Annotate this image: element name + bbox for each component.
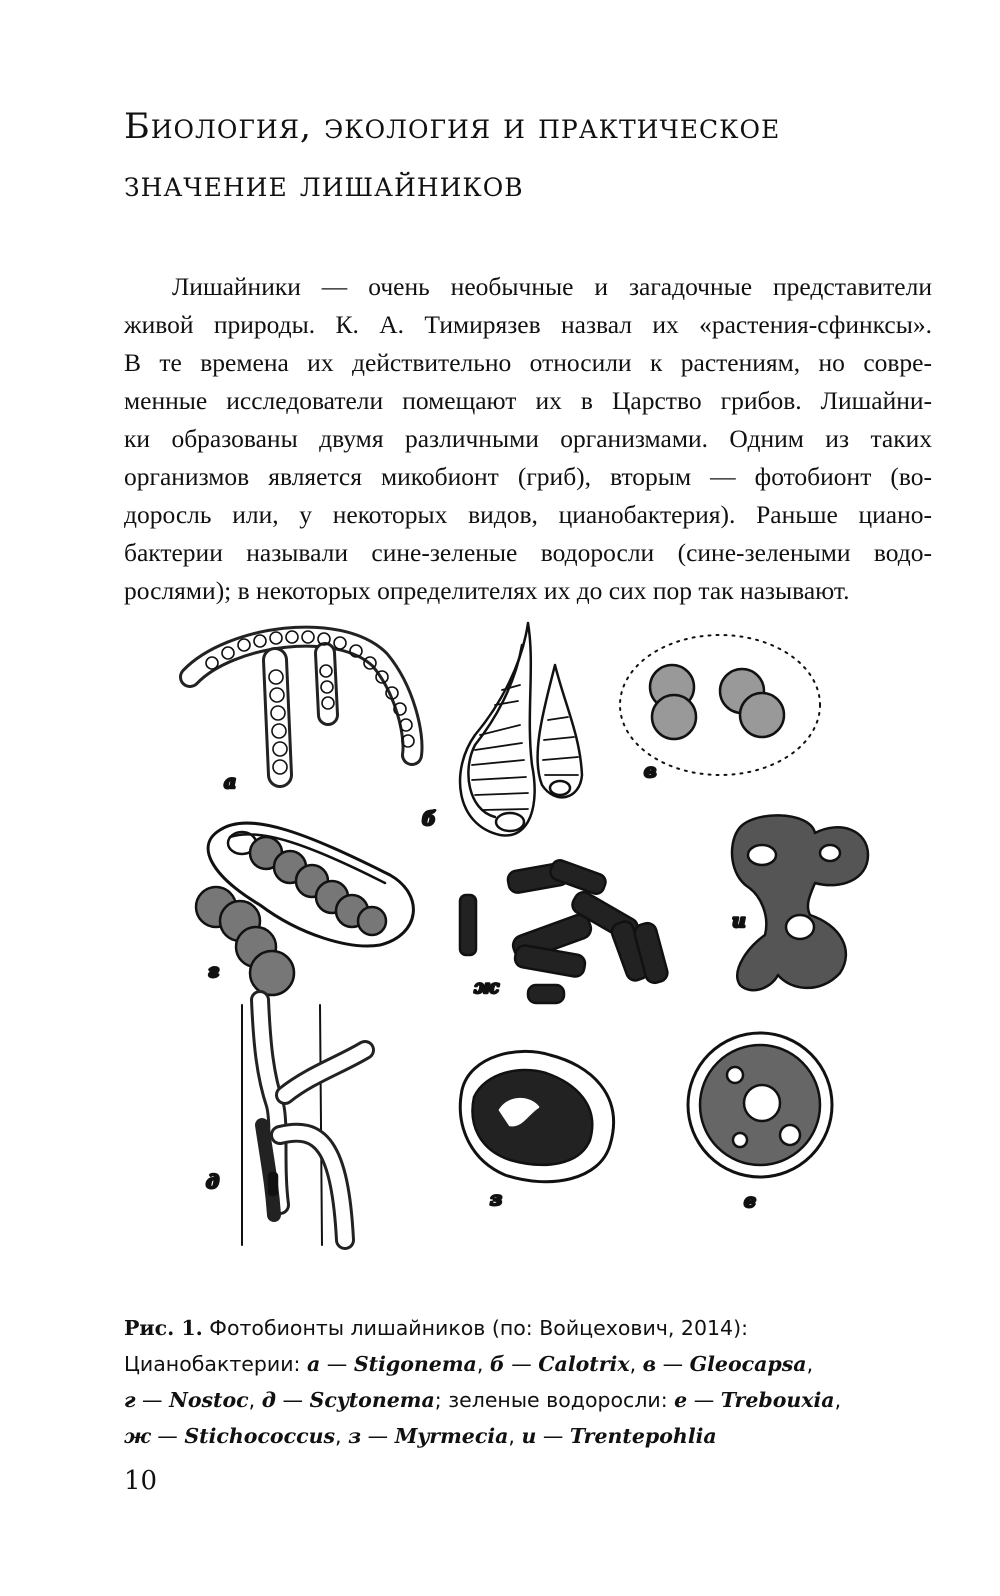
paragraph-line: В те времена их действительно относили к растениям, но совре- xyxy=(124,348,932,377)
label-e: е xyxy=(744,1190,757,1212)
caption-fig-label: Рис. 1. xyxy=(124,1316,203,1340)
paragraph-line: Лишайники — очень необычные и загадочные представители xyxy=(172,272,932,301)
label-i: и xyxy=(732,910,746,932)
label-d: д xyxy=(206,1171,220,1193)
label-b: б xyxy=(422,808,436,830)
stigonema-drawing xyxy=(190,631,414,775)
caption-line-1: Рис. 1. Фотобионты лишайников (по: Войцехович, 2014): xyxy=(124,1316,749,1340)
gleocapsa-drawing xyxy=(620,635,820,775)
page-heading xyxy=(124,98,944,214)
caption-line-4: ж — Stichococcus, з — Myrmecia, и — Trentepohlia xyxy=(124,1424,717,1448)
paragraph-line: рослями); в некоторых определителях их до сих пор так называют. xyxy=(124,576,850,605)
paragraph-line: организмов является микобионт (гриб), вторым — фотобионт (во- xyxy=(124,462,932,491)
heading-line-1: Биология, экология и практическое xyxy=(124,107,781,147)
paragraph-line: бактерии называли сине-зеленые водоросли (сине-зелеными водо- xyxy=(124,538,932,567)
label-z: з xyxy=(490,1188,503,1210)
myrmecia-drawing xyxy=(460,1051,613,1181)
paragraph-line: доросль или, у некоторых видов, цианобактерия). Раньше циано- xyxy=(124,500,932,529)
body-paragraph xyxy=(124,268,932,610)
figure-caption xyxy=(124,1310,924,1454)
paragraph-line: живой природы. К. А. Тимирязев назвал их «растения-сфинксы». xyxy=(124,310,932,339)
paragraph-line: менные исследователи помещают их в Царство грибов. Лишайни- xyxy=(124,386,932,415)
nostoc-drawing xyxy=(196,823,413,995)
heading-line-2: значение лишайников xyxy=(124,165,524,205)
calotrix-drawing xyxy=(460,623,582,835)
photobionts-figure xyxy=(150,605,890,1255)
caption-line-2: Цианобактерии: а — Stigonema, б — Calotrix, в — Gleocapsa, xyxy=(124,1352,814,1376)
paragraph-line: ки образованы двумя различными организмами. Одним из таких xyxy=(124,424,932,453)
label-v: в xyxy=(644,760,657,782)
label-zh: ж xyxy=(474,976,499,998)
trentepohlia-drawing xyxy=(732,815,868,990)
trebouxia-drawing xyxy=(688,1033,832,1177)
label-g: г xyxy=(208,960,219,982)
label-a: а xyxy=(224,771,237,793)
scytonema-drawing xyxy=(242,1000,365,1245)
caption-line-3: г — Nostoc, д — Scytonema; зеленые водоросли: е — Trebouxia, xyxy=(124,1388,842,1412)
page-number: 10 xyxy=(124,1466,158,1496)
